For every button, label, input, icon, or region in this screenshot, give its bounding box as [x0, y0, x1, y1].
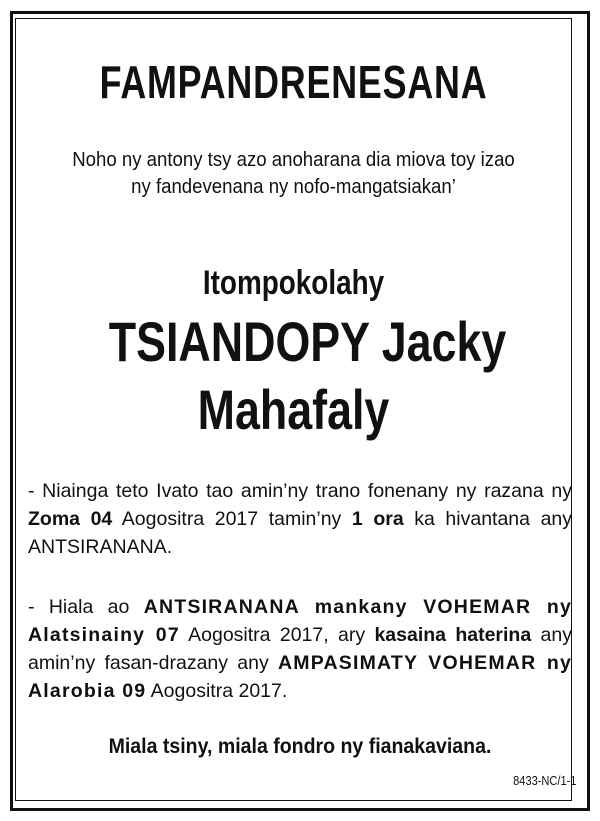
- deceased-name-line-2: Mahafaly: [197, 378, 390, 441]
- p1-date: Zoma 04: [28, 508, 113, 530]
- burial-paragraph: [28, 593, 572, 705]
- p2-text-3: any amin’ny fasan-drazany any: [28, 624, 572, 674]
- p2-route: ANTSIRANANA mankany VOHEMAR ny Alatsinainy 07: [28, 596, 572, 646]
- notice-title: FAMPANDRENESANA: [99, 56, 488, 108]
- reference-code: 8433-NC/1-1: [512, 773, 576, 788]
- intro-line-2: ny fandevenana ny nofo-mangatsiakan’: [131, 176, 456, 198]
- closing-line: Miala tsiny, miala fondro ny fianakaviana.: [108, 735, 492, 758]
- honorific: Itompokolahy: [202, 264, 385, 302]
- p1-text-1: - Niainga teto Ivato tao amin’ny trano fonenany ny razana ny: [28, 480, 572, 502]
- p2-text-4: Aogositra 2017.: [146, 680, 288, 702]
- p1-time: 1 ora: [351, 508, 404, 530]
- departure-paragraph: [28, 477, 572, 561]
- p2-text-2: Aogositra 2017, ary: [179, 624, 375, 646]
- p1-text-3: ka hivantana any ANTSIRANANA.: [28, 508, 573, 558]
- intro-line-1: Noho ny antony tsy azo anoharana dia miova toy izao: [72, 149, 515, 171]
- p2-text-1: - Hiala ao: [28, 596, 144, 618]
- p2-location-date: AMPASIMATY VOHEMAR ny Alarobia 09: [28, 652, 572, 702]
- deceased-name-line-1: TSIANDOPY Jacky: [108, 310, 507, 373]
- p1-text-2: Aogositra 2017 tamin’ny: [112, 508, 352, 530]
- p2-burial: kasaina haterina: [374, 624, 532, 646]
- notice-intro: [35, 147, 551, 201]
